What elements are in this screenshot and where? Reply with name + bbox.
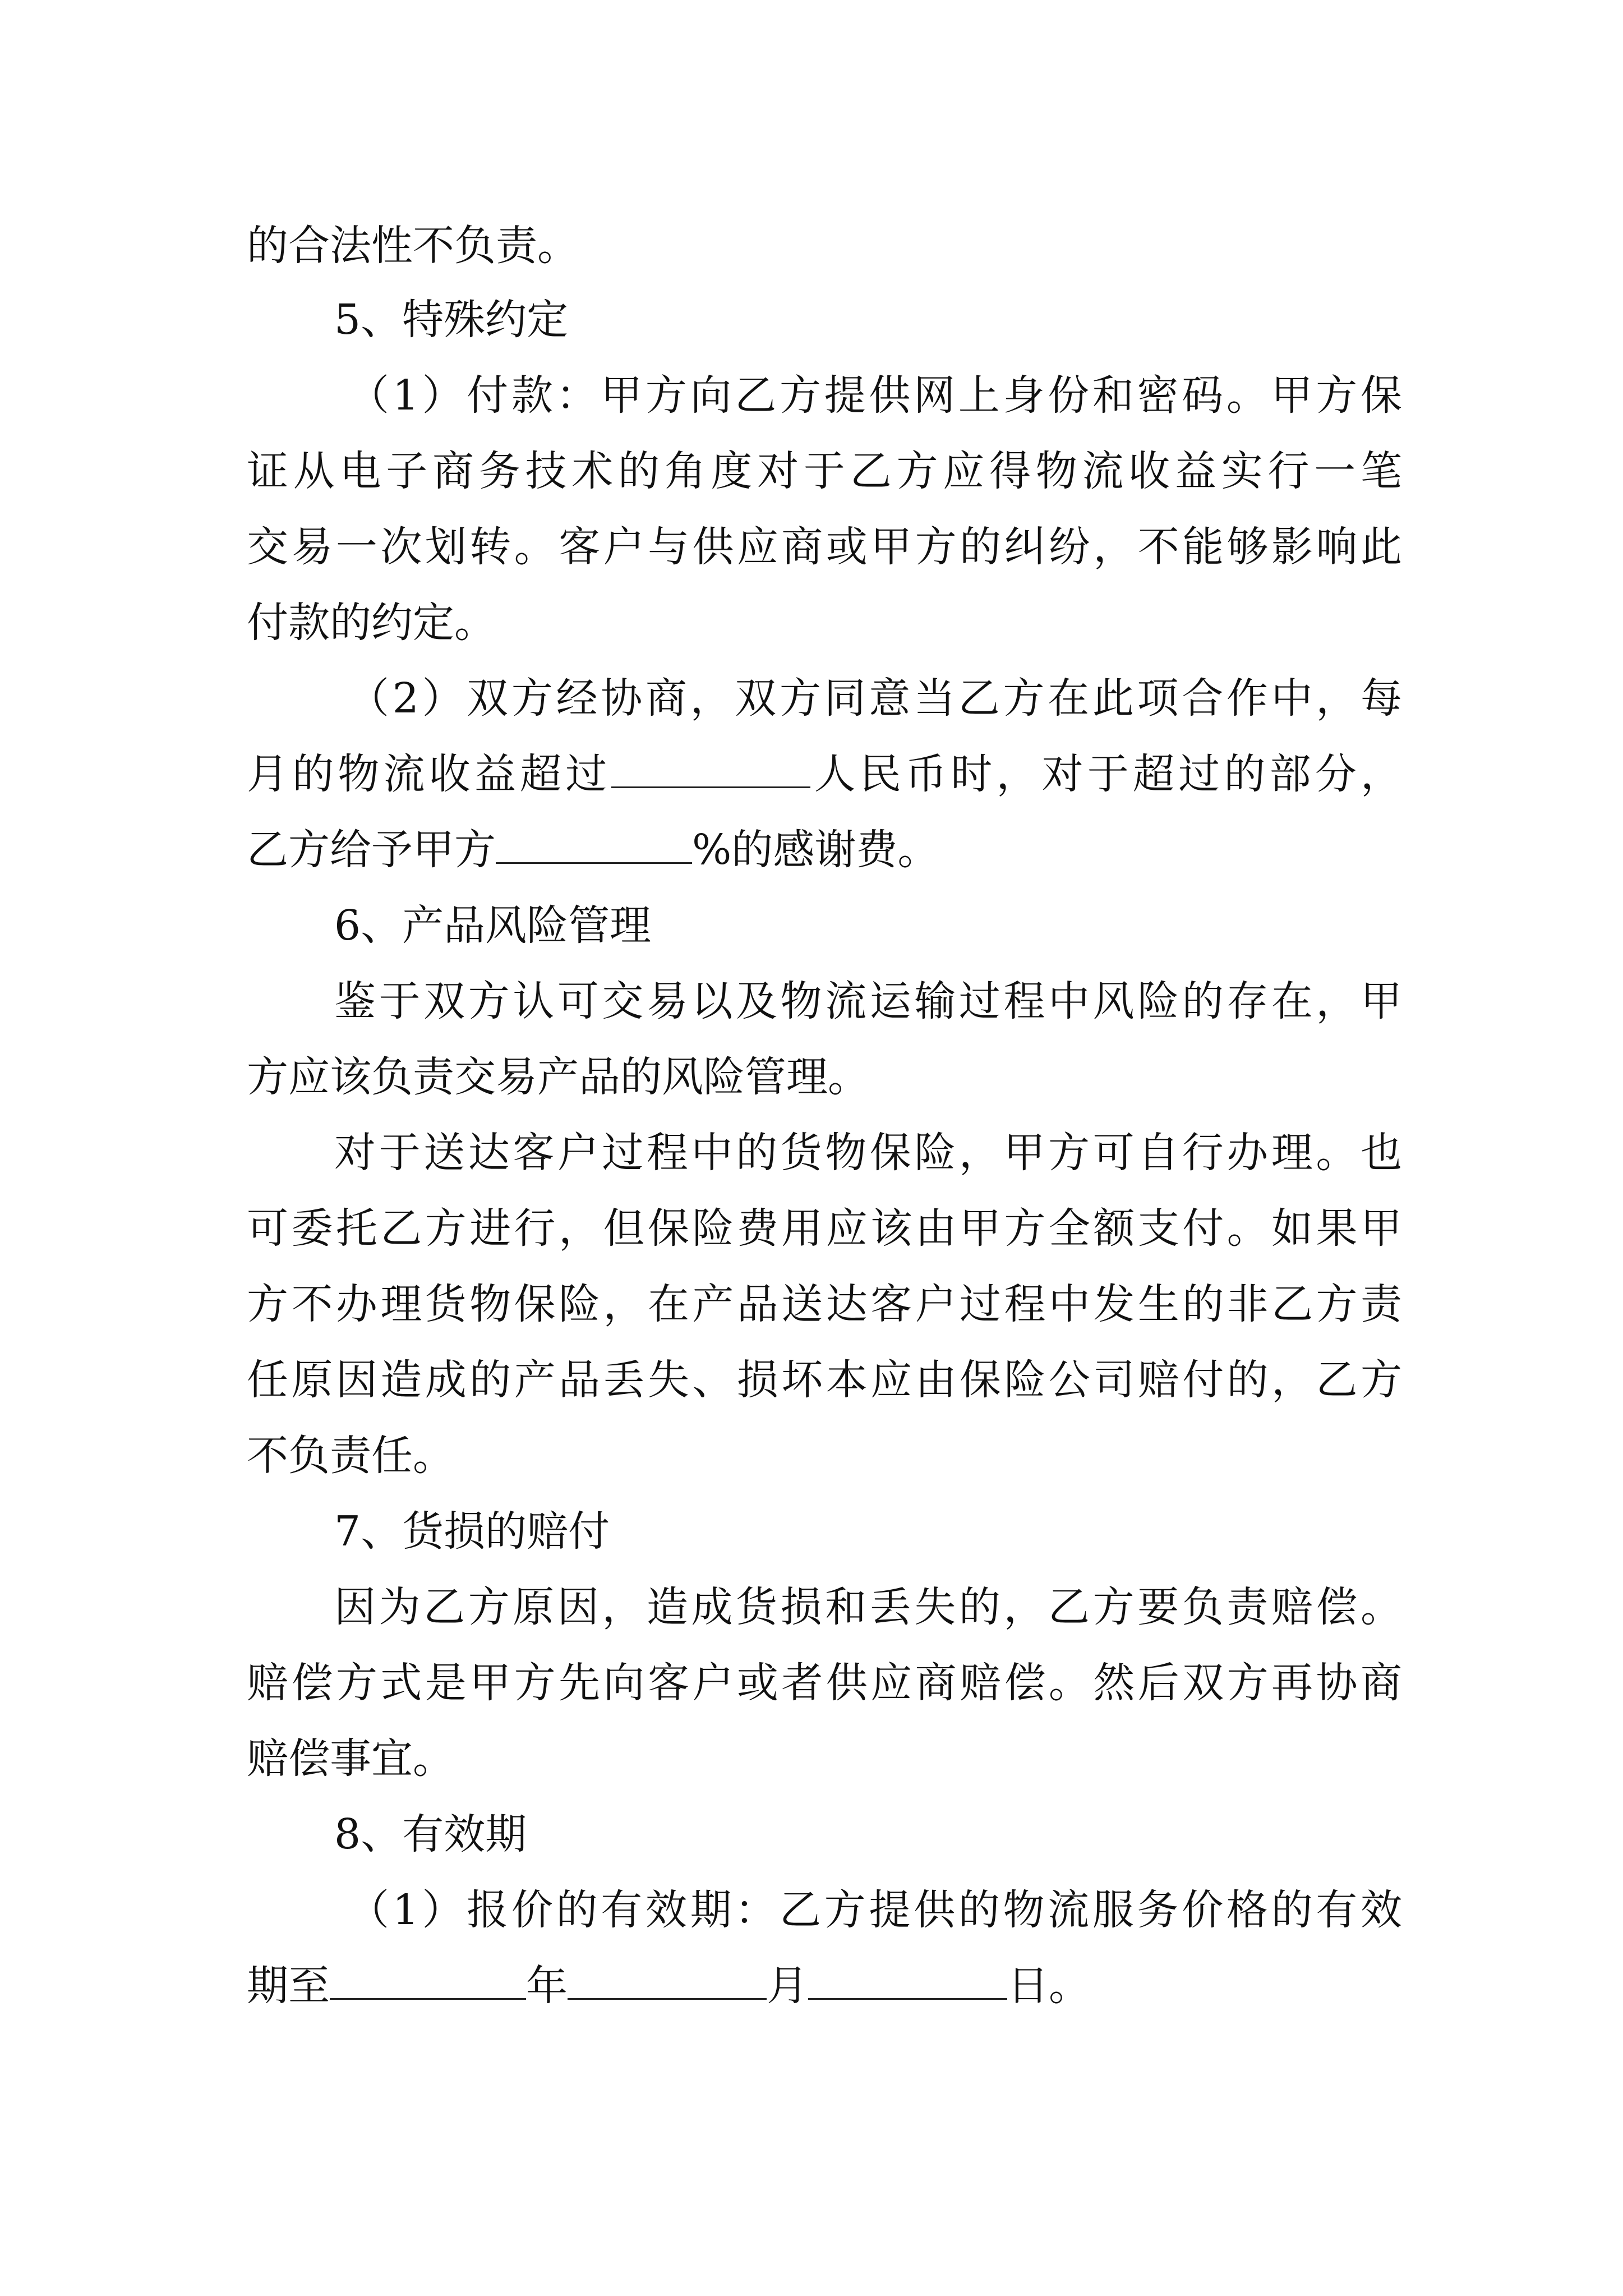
day-blank[interactable] xyxy=(808,1959,1007,2000)
text-line-with-blank xyxy=(247,811,1402,889)
text-segment: 乙方给予甲方 xyxy=(247,826,496,874)
month-blank[interactable] xyxy=(568,1959,767,2000)
text-line: 付款的约定。 xyxy=(247,599,496,647)
text-line: 对于送达客户过程中的货物保险，甲方可自行办理。也 xyxy=(334,1129,1402,1177)
text-line: 方应该负责交易产品的风险管理。 xyxy=(247,1053,869,1101)
fill-in-blank[interactable] xyxy=(496,823,692,864)
text-line: 因为乙方原因，造成货损和丢失的，乙方要负责赔偿。 xyxy=(334,1583,1402,1631)
text-segment: %的感谢费。 xyxy=(692,826,939,874)
text-line: 证从电子商务技术的角度对于乙方应得物流收益实行一笔 xyxy=(247,447,1402,495)
text-line: 鉴于双方认可交易以及物流运输过程中风险的存在，甲 xyxy=(334,977,1402,1025)
text-line: 任原因造成的产品丢失、损坏本应由保险公司赔付的，乙方 xyxy=(247,1356,1402,1404)
text-segment: 月的物流收益超过 xyxy=(247,750,611,798)
text-line: 交易一次划转。客户与供应商或甲方的纠纷，不能够影响此 xyxy=(247,523,1402,571)
text-line: （2）双方经协商，双方同意当乙方在此项合作中，每 xyxy=(348,674,1402,723)
text-line: 可委托乙方进行，但保险费用应该由甲方全额支付。如果甲 xyxy=(247,1204,1402,1253)
text-segment: 期至 xyxy=(247,1962,330,2010)
text-line-with-blank xyxy=(247,735,1402,813)
section-heading-7: 7、货损的赔付 xyxy=(334,1507,610,1556)
text-line: （1）报价的有效期：乙方提供的物流服务价格的有效 xyxy=(348,1886,1402,1934)
text-line: （1）付款：甲方向乙方提供网上身份和密码。甲方保 xyxy=(348,371,1402,420)
text-line: 不负责任。 xyxy=(247,1432,454,1480)
fill-in-blank[interactable] xyxy=(611,747,810,788)
text-line-with-blanks xyxy=(247,1947,1402,2025)
year-blank[interactable] xyxy=(330,1959,526,2000)
text-line: 的合法性不负责。 xyxy=(247,222,579,270)
section-heading-6: 6、产品风险管理 xyxy=(334,901,652,950)
text-segment: 年 xyxy=(526,1962,568,2010)
text-line: 方不办理货物保险，在产品送达客户过程中发生的非乙方责 xyxy=(247,1280,1402,1328)
text-segment: 月 xyxy=(767,1962,808,2010)
text-segment: 人民币时，对于超过的部分， xyxy=(810,750,1403,798)
section-heading-5: 5、特殊约定 xyxy=(334,296,569,344)
text-line: 赔偿事宜。 xyxy=(247,1734,454,1783)
text-segment: 日。 xyxy=(1007,1962,1090,2010)
text-line: 赔偿方式是甲方先向客户或者供应商赔偿。然后双方再协商 xyxy=(247,1659,1402,1707)
section-heading-8: 8、有效期 xyxy=(334,1810,527,1858)
